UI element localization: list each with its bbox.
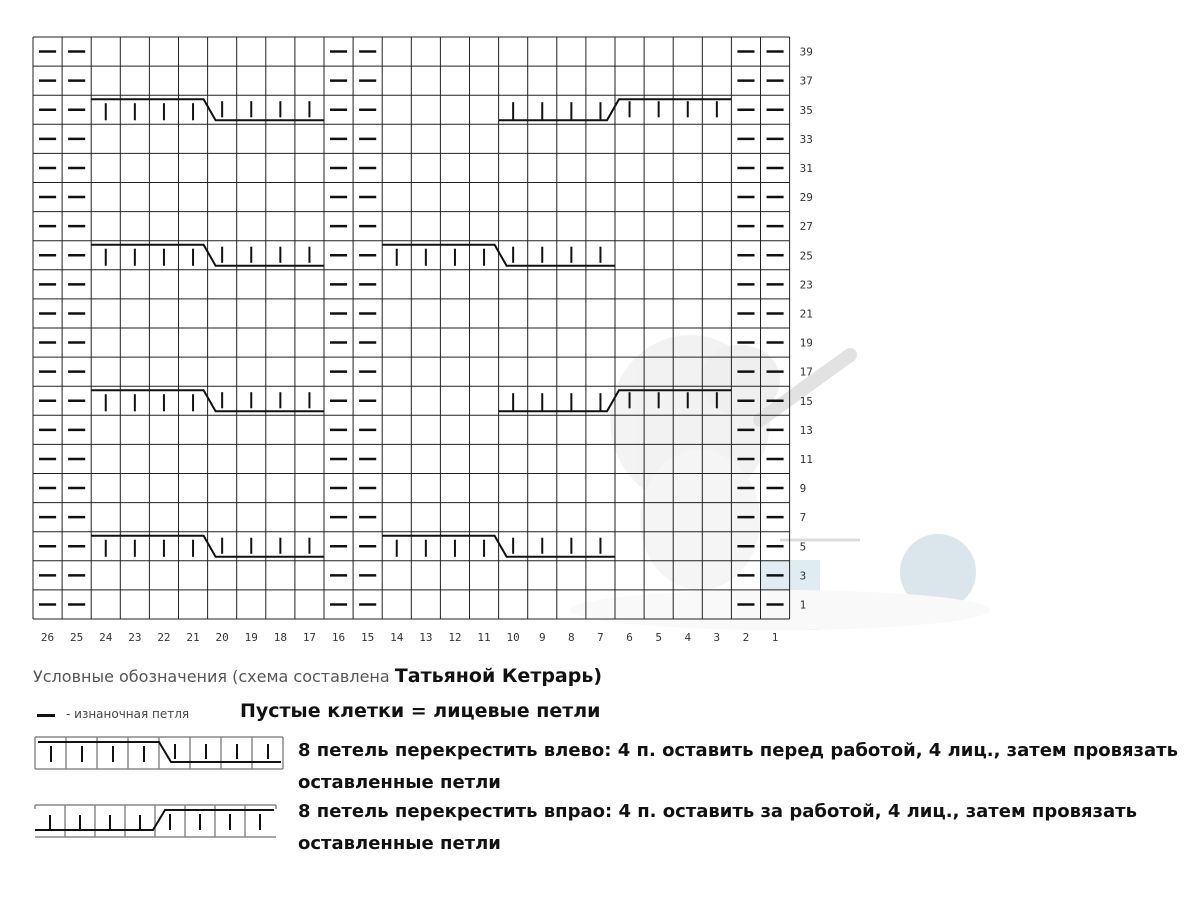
column-label: 23 — [128, 631, 142, 644]
row-label: 31 — [799, 161, 813, 175]
row-label: 7 — [799, 511, 807, 525]
column-label: 7 — [597, 631, 604, 644]
purl-dash-icon — [37, 714, 55, 717]
cable-right-description: 8 петель перекрестить впрао: 4 п. оставить за работой, 4 лиц., затем провязать оставленные петли — [298, 801, 1137, 854]
row-label: 37 — [799, 74, 813, 88]
row-label: 39 — [799, 45, 813, 59]
row-label: 33 — [799, 132, 813, 146]
row-label: 3 — [799, 569, 807, 583]
column-label: 18 — [273, 631, 287, 644]
row-label: 17 — [799, 365, 813, 379]
row-label: 21 — [799, 307, 813, 321]
row-label: 15 — [799, 394, 813, 408]
cable-right-cross-icon — [33, 803, 278, 839]
row-label: 29 — [799, 191, 813, 205]
row-label: 35 — [799, 103, 813, 117]
purl-legend-label: - изнаночная петля — [66, 707, 190, 721]
row-label: 9 — [799, 482, 807, 496]
column-label: 19 — [244, 631, 258, 644]
column-label: 12 — [448, 631, 462, 644]
column-label: 16 — [331, 631, 346, 644]
cable-left-description: 8 петель перекрестить влево: 4 п. оставить перед работой, 4 лиц., затем провязать оставленные петли — [298, 740, 1178, 793]
column-label: 11 — [477, 631, 491, 644]
row-label: 11 — [799, 452, 813, 466]
column-label: 5 — [655, 631, 662, 644]
column-label: 25 — [70, 631, 84, 644]
row-label: 13 — [799, 423, 813, 437]
column-label: 1 — [771, 631, 779, 644]
column-label: 26 — [40, 631, 55, 644]
cable-left-cross-icon — [33, 735, 285, 771]
column-label: 15 — [361, 631, 375, 644]
column-label: 24 — [99, 631, 113, 644]
column-label: 10 — [506, 631, 520, 644]
column-label: 20 — [215, 631, 229, 644]
row-label: 23 — [799, 278, 813, 292]
column-label: 22 — [157, 631, 171, 644]
row-label: 25 — [799, 249, 813, 263]
column-label: 4 — [684, 631, 692, 644]
column-label: 2 — [742, 631, 750, 644]
column-label: 17 — [302, 631, 317, 644]
sheep-knitting-watermark-icon — [570, 335, 990, 630]
knit-legend-label: Пустые клетки = лицевые петли — [240, 700, 601, 722]
column-label: 6 — [626, 631, 633, 644]
row-label: 5 — [799, 540, 807, 554]
row-label: 27 — [799, 220, 813, 234]
column-label: 3 — [713, 631, 721, 644]
legend-title — [33, 665, 602, 687]
column-label: 9 — [538, 631, 546, 644]
legend-author: Татьяной Кетрарь) — [394, 665, 603, 687]
row-label: 1 — [799, 598, 807, 612]
row-label: 19 — [799, 336, 813, 350]
column-label: 14 — [390, 631, 404, 644]
column-label: 13 — [419, 631, 433, 644]
legend-title-prefix: Условные обозначения (схема составлена — [33, 667, 390, 686]
column-label: 21 — [186, 631, 200, 644]
column-label: 8 — [568, 631, 575, 644]
